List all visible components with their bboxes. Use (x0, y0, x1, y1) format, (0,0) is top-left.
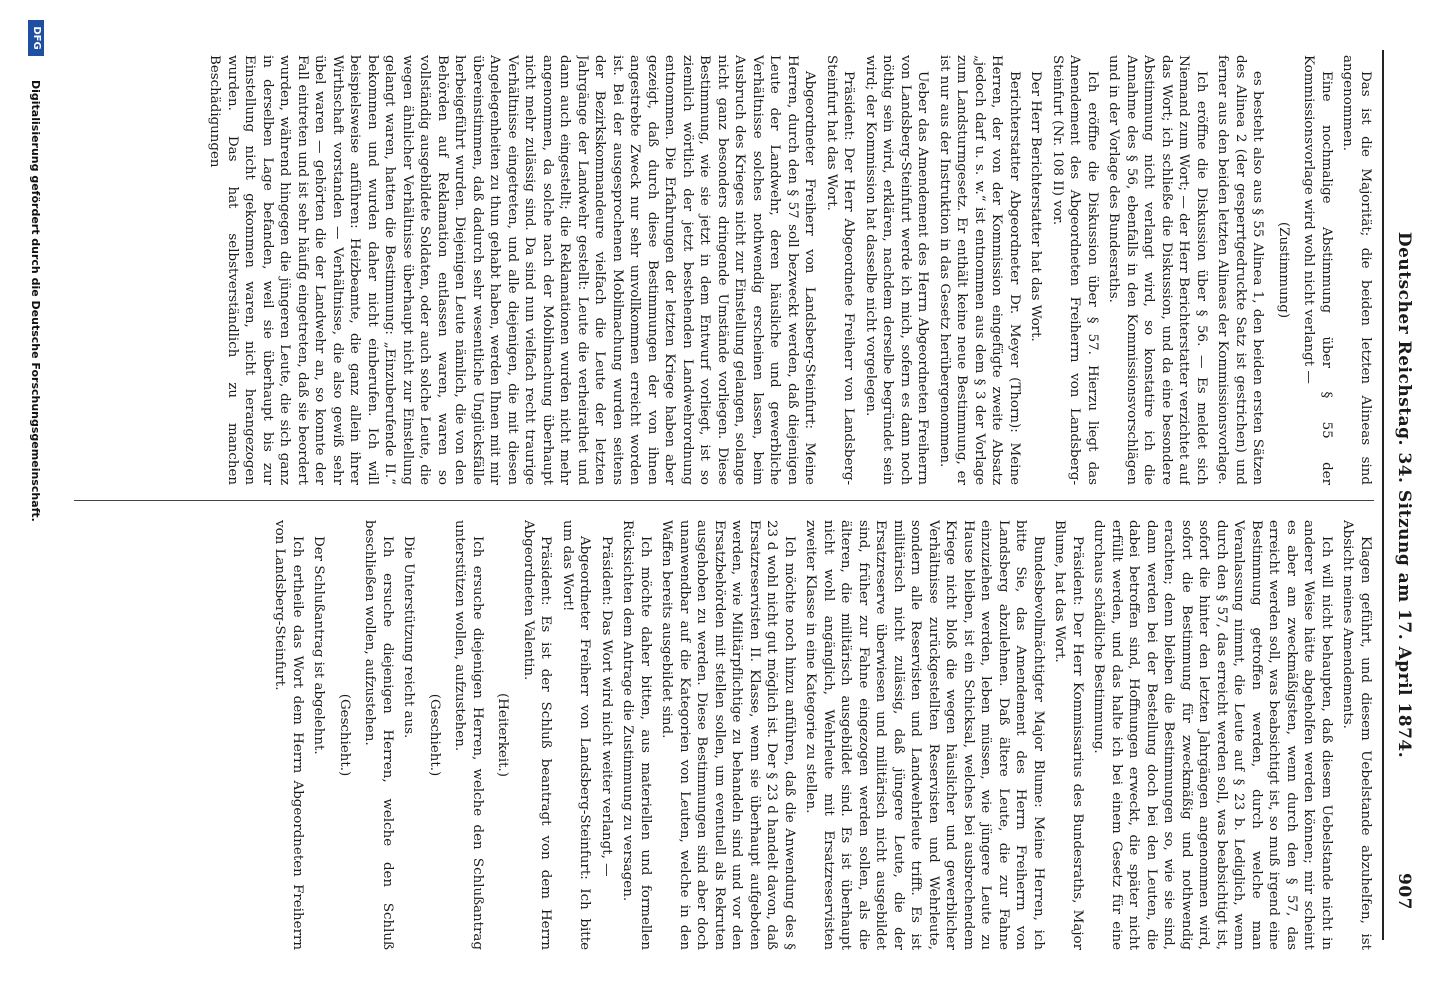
paragraph: Der Schlußantrag ist abgelehnt. (311, 536, 327, 755)
funding-note: Digitalisierung gefördert durch die Deutsche Forschungsgemeinschaft. (29, 80, 42, 522)
paragraph: Berichterstatter Abgeordneter Dr. Meyer (Thorn): Meine Herren, der von der Kommission eingefügte zweite Absatz „jedoch darf u. s. w.“ ist entnommen aus dem § 3 der Vorlage zum Landsturmgesetz. Er enthält keine neue Bestimmung, er ist nur aus der Instruktion in das Gesetz herübergenommen. (937, 55, 1022, 485)
paragraph: Präsident: Der Herr Kommissarius des Bundesraths, Major Blume, hat das Wort. (1052, 520, 1085, 950)
paragraph: Das ist die Majorität; die beiden letzten Alineas sind angenommen. (1340, 55, 1373, 485)
paragraph: Präsident: Das Wort wird nicht weiter verlangt, — (599, 536, 614, 877)
paragraph: Ich eröffne die Diskussion über § 56. — Es meldet sich Niemand zum Wort; — der Herr Berichterstatter verzichtet auf das Wort; ich schließe die Diskussion, und da eine besondere Abstimmung nicht verlangt wird, so konstatire ich die Annahme des § 56, ebenfalls in den Kommissionsvorschlägen und in der Vorlage des Bundesraths. (1106, 55, 1209, 485)
stage-direction: (Geschieht.) (337, 693, 352, 777)
paragraph: Abgeordneter Freiherr von Landsberg-Steinfurt: Ich bitte um das Wort! (560, 520, 593, 950)
paragraph: Der Herr Berichterstatter hat das Wort. (1028, 71, 1044, 342)
paragraph: Ich möchte noch hinzu anführen, daß die Anwendung des § 23 d wohl nicht gut möglich ist. Der § 23 d handelt davon, daß Ersatzreservisten II. Klasse, wenn sie überhaupt aufgeboten werden, wie Militärpflichtige zu behandeln sind und vor den Ersatzbehörden mit stellen sollen, um eventuell als Rekruten ausgehoben zu werden. Diese Bestimmungen sind aber doch unanwendbar auf die Kategorien von Leuten, welche in den Waffen bereits ausgebildet sind. (659, 520, 797, 950)
page-number: 907 (1394, 873, 1414, 910)
stage-direction: (Heiterkeit.) (495, 693, 511, 777)
paragraph: Klagen geführt, und diesem Uebelstande abzuhelfen, ist Absicht meines Amendements. (1340, 520, 1373, 950)
page-title: Deutscher Reichstag. 34. Sitzung am 17. April 1874. (1394, 231, 1414, 759)
right-text-column (64, 520, 1374, 950)
paragraph: Bundesbevollmächtigter Major Blume: Meine Herren, ich bitte Sie, das Amendement des Herrn Freiherrn von Landsberg abzulehnen. Daß ältere Leute, die zur Fahne einzuziehen werden, leben müssen, wie jüngere Leute zu Hause bleiben, ist ein Schicksal, welches bei ausbrechendem Kriege nicht bloß die wegen häuslicher und gewerblicher Verhältnisse zurückgestellten Reservisten und Wehrleute, sondern alle Reservisten und Landwehrleute trifft. Es ist militärisch nicht zulässig, daß jüngere Leute, die der Ersatzreserve überwiesen und militärisch nicht ausgebildet sind, früher zur Fahne eingezogen werden sollen, als die älteren, die militärisch ausgebildet sind. Es ist überhaupt nicht wohl angänglich, Wehrleute mit Ersatzreservisten zweiter Klasse in eine Kategorie zu stellen. (803, 520, 1046, 950)
paragraph: es besteht also aus § 55 Alinea 1, den beiden ersten Sätzen des Alinea 2 (der gesperrtgedruckte Satz ist gestrichen) und ferner aus den beiden letzten Alineas der Kommissionsvorlage. (1215, 55, 1266, 485)
paragraph: Ich möchte daher bitten, aus materiellen und formellen Rücksichten dem Antrage die Zustimmung zu versagen. (620, 520, 653, 950)
paragraph: Ich ersuche diejenigen Herren, welche den Schlußantrag unterstützen wollen, aufzustehen. (452, 520, 485, 950)
stage-direction: (Geschieht.) (427, 693, 442, 777)
column-divider (74, 500, 1374, 501)
paragraph: Ich ertheile das Wort dem Herrn Abgeordneten Freiherrn von Landsberg-Steinfurt. (272, 520, 305, 950)
paragraph: Ich eröffne die Diskussion über § 57. Hierzu liegt das Amendement des Abgeordneten Freiherrn von Landsberg-Steinfurt (Nr. 108 II) vor. (1050, 55, 1100, 485)
paragraph: Präsident: Es ist der Schluß beantragt von dem Herrn Abgeordneten Valentin. (521, 520, 554, 950)
stage-direction: (Zustimmung) (1276, 221, 1291, 319)
paragraph: Präsident: Der Herr Abgeordnete Freiherr von Landsberg-Steinfurt hat das Wort. (824, 55, 857, 485)
paragraph: Ich ersuche diejenigen Herren, welche den Schluß beschließen wollen, aufzustehen. (362, 520, 395, 950)
paragraph: Die Unterstützung reicht aus. (401, 536, 417, 739)
left-text-column (64, 55, 1374, 485)
paragraph: Ueber das Amendement des Herrn Abgeordneten Freiherrn von Landsberg-Steinfurt werde ich mich, sofern es dann noch nöthig sein wird, erklären, nachdem derselbe begründet sein wird; der Kommission hat dasselbe nicht vorgelegen. (863, 55, 931, 485)
paragraph: Ich will nicht behaupten, daß diesem Uebelstande nicht in anderer Weise hätte abgeholfen werden können; mir scheint es aber am zweckmäßigsten, wenn durch den § 57, das erreicht werden soll, was beabsichtigt ist, so muß irgend eine Bestimmung getroffen werden, durch welche man Veranlassung nimmt, die Leute auf § 23 b. Lediglich, wenn durch den § 57, das erreicht werden soll, was beabsichtigt ist, sofort die hinter den letzten Jahrgängen angenommen wird, sofort die Bestimmung für zweckmäßig und nothwendig erachten; denn bleiben die Bestimmungen so, wie sie sind, dann werden bei der Bestellung doch bei den Leuten, die dabei betroffen sind, Hoffnungen erweckt, die später nicht erfüllt werden, und das halte ich bei einem Gesetz für eine durchaus schädliche Bestimmung. (1091, 520, 1334, 950)
paragraph: Eine nochmalige Abstimmung über § 55 der Kommissionsvorlage wird wohl nicht verlangt — (1301, 55, 1334, 485)
dfg-logo: DFG (28, 20, 44, 56)
paragraph: Abgeordneter Freiherr von Landsberg-Steinfurt: Meine Herren, durch den § 57 soll bezweckt werden, daß diejenigen Leute der Landwehr, deren häusliche und gewerbliche Verhältnisse solches nothwendig erscheinen lassen, beim Ausbruch des Krieges nicht zur Einstellung gelangen, solange nicht ganz besonders dringende Umstände vorliegen. Diese Bestimmung, wie sie jetzt in dem Entwurf vorliegt, ist so ziemlich wörtlich der jetzt bestehenden Landwehrordnung entnommen. Die Erfahrungen der letzten Kriege haben aber gezeigt, daß durch diese Bestimmungen der von ihnen angestrebte Zweck nur sehr unvollkommen erreicht worden ist. Bei der ausgesprochenen Mobilmachung wurden seitens der Bezirkskommandeure vielfach die Leute der letzten Jahrgänge der Landwehr gestellt: Leute die verheirathet und dann auch eingestellt; die Reklamationen wurden nicht mehr angenommen, da solche nach der Mobilmachung überhaupt nicht mehr zulässig sind. Da sind nun vielfach recht traurige Verhältnisse eingetreten, und alle diejenigen, die mit diesen Angelegenheiten zu thun gehabt haben, werden Ihnen mit mir übereinstimmen, daß dadurch sehr wesentliche Unglücksfälle herbeigeführt wurden. Diejenigen Leute nämlich, die von den Behörden auf Reklamation entlassen waren, waren so vollständig ausgebildete Soldaten, oder auch solche Leute, die wegen ähnlicher Verhältnisse überhaupt nicht zur Einstellung gelangt waren, hatten die Bestimmung: „Einzuberufende II.“ bekommen und wurden daher nicht einberufen. Ich will beispielsweise anführen: Heizbeamte, die ganz allein ihrer Wirthschaft vorstanden — Verhältnisse, die also gewiß sehr übel waren — gehörten die der Landwehr an, so konnte der Fall eintreten und ist sehr häufig eingetreten, daß sie beordert wurden, während hingegen die jüngeren Leute, die sich ganz in derselben Lage befanden, weil sie überhaupt bis zur Einstellung nicht gekommen waren, nicht herangezogen wurden. Das hat selbstverständlich zu manchen Beschädigungen (207, 55, 818, 485)
page-header (1382, 50, 1424, 940)
